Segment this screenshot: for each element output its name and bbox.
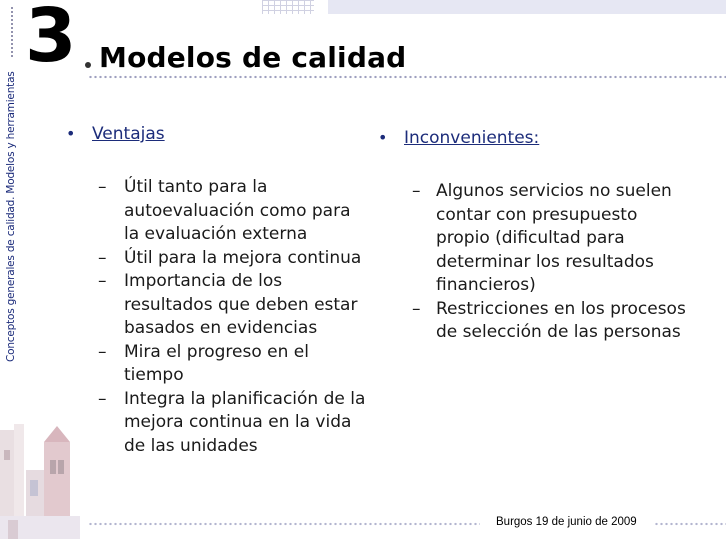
- right-list: [378, 180, 694, 345]
- list-item: [412, 298, 694, 345]
- dash-icon: –: [98, 271, 107, 291]
- bullet-icon: •: [378, 128, 388, 147]
- dash-icon: –: [98, 247, 107, 268]
- list-item: [412, 180, 694, 298]
- list-item: [98, 341, 366, 388]
- list-item: [98, 270, 366, 341]
- right-heading: Inconvenientes:: [404, 128, 540, 148]
- decorative-dots-vertical: [10, 6, 14, 58]
- page-title: Modelos de calidad: [99, 41, 407, 74]
- list-item-text: Útil para la mejora continua: [124, 247, 362, 268]
- bottom-dotted-line: [88, 522, 480, 526]
- right-heading-row: [378, 128, 698, 148]
- list-item: [98, 176, 366, 247]
- title-underline: [88, 75, 726, 79]
- right-column: [378, 128, 698, 345]
- list-item-text: Restricciones en los procesos de selección de las personas: [436, 298, 686, 342]
- list-item: [98, 388, 366, 459]
- list-item-text: Mira el progreso en el tiempo: [124, 341, 309, 385]
- decorative-top-band: [328, 0, 726, 14]
- list-item-text: Útil tanto para la autoevaluación como para la evaluación externa: [124, 177, 351, 244]
- title-dot-icon: [85, 62, 91, 68]
- bullet-icon: •: [66, 124, 76, 143]
- bottom-right-dotted-line: [654, 522, 726, 526]
- left-list: [66, 176, 366, 458]
- footer-date: Burgos 19 de junio de 2009: [496, 516, 637, 528]
- dash-icon: –: [98, 177, 107, 197]
- dash-icon: –: [412, 298, 421, 319]
- left-heading: Ventajas: [92, 124, 165, 144]
- list-item: [98, 247, 366, 271]
- section-number: 3: [25, 0, 77, 79]
- side-caption: Conceptos generales de calidad. Modelos y herramientas: [5, 71, 17, 362]
- building-decoration-icon: [0, 420, 80, 539]
- dash-icon: –: [98, 341, 107, 362]
- dash-icon: –: [412, 181, 421, 201]
- list-item-text: Importancia de los resultados que deben estar basados en evidencias: [124, 271, 358, 338]
- left-column: [66, 124, 366, 458]
- list-item-text: Integra la planificación de la mejora continua en la vida de las unidades: [124, 388, 366, 456]
- list-item-text: Algunos servicios no suelen contar con presupuesto propio (dificultad para determinar los resultados financieros): [436, 181, 672, 295]
- decorative-top-grid: [262, 0, 314, 14]
- left-heading-row: [66, 124, 366, 144]
- dash-icon: –: [98, 388, 107, 409]
